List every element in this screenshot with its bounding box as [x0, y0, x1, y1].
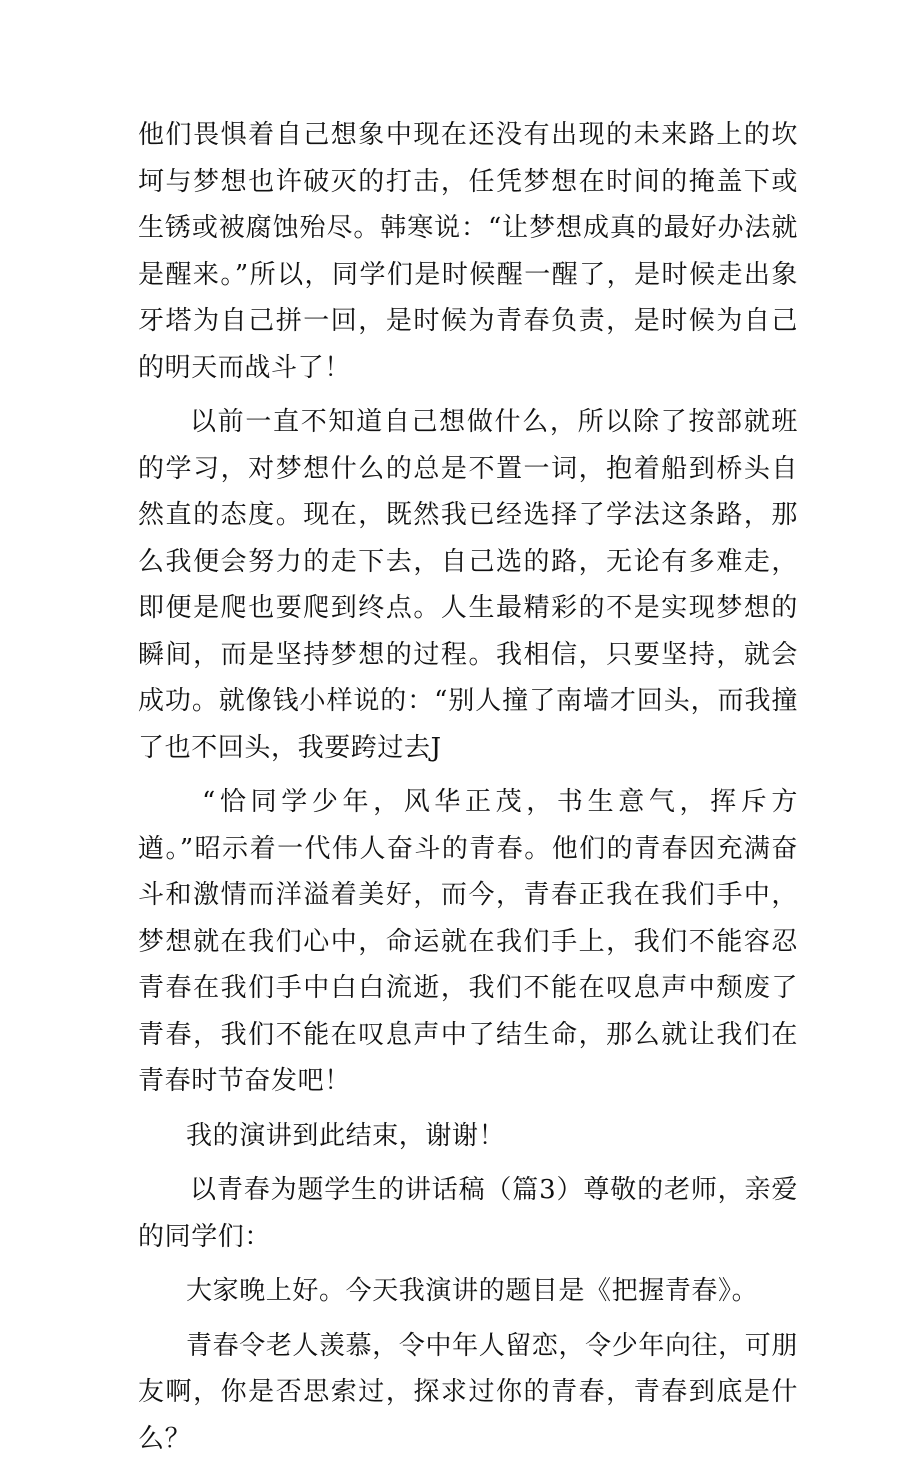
paragraph-4: 我的演讲到此结束，谢谢！ — [138, 1113, 798, 1160]
paragraph-7: 青春令老人羡慕，令中年人留恋，令少年向往，可朋友啊，你是否思索过，探求过你的青春，青春到底是什么？ — [138, 1323, 798, 1462]
paragraph-3: “恰同学少年，风华正茂，书生意气，挥斥方遒。”昭示着一代伟人奋斗的青春。他们的青春因充满奋斗和激情而洋溢着美好，而今，青春正我在我们手中，梦想就在我们心中，命运就在我们手上，我们不能容忍青春在我们手中白白流逝，我们不能在叹息声中颓废了青春，我们不能在叹息声中了结生命，那么就让我们在青春时节奋发吧！ — [138, 779, 798, 1105]
paragraph-2: 以前一直不知道自己想做什么，所以除了按部就班的学习，对梦想什么的总是不置一词，抱着船到桥头自然直的态度。现在，既然我已经选择了学法这条路，那么我便会努力的走下去，自己选的路，无论有多难走，即便是爬也要爬到终点。人生最精彩的不是实现梦想的瞬间，而是坚持梦想的过程。我相信，只要坚持，就会成功。就像钱小样说的：“别人撞了南墙才回头，而我撞了也不回头，我要跨过去J — [138, 399, 798, 771]
paragraph-5: 以青春为题学生的讲话稿（篇3）尊敬的老师，亲爱的同学们： — [138, 1167, 798, 1260]
paragraph-1: 他们畏惧着自己想象中现在还没有出现的未来路上的坎坷与梦想也许破灭的打击，任凭梦想在时间的掩盖下或生锈或被腐蚀殆尽。韩寒说：“让梦想成真的最好办法就是醒来。”所以，同学们是时候醒一醒了，是时候走出象牙塔为自己拼一回，是时候为青春负责，是时候为自己的明天而战斗了！ — [138, 112, 798, 391]
document-page — [138, 112, 798, 1462]
paragraph-6: 大家晚上好。今天我演讲的题目是《把握青春》。 — [138, 1268, 798, 1315]
